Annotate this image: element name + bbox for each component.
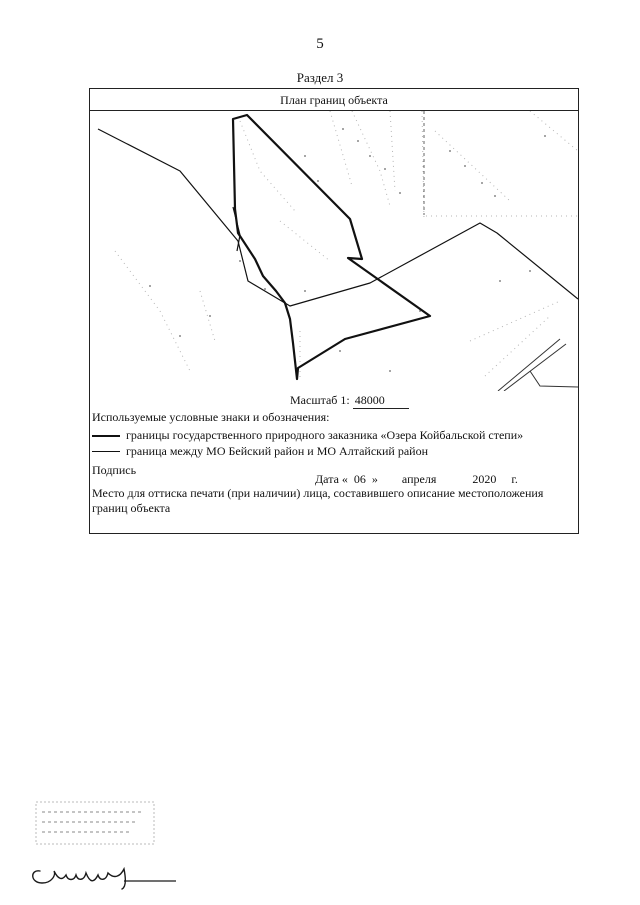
date-prefix: Дата « — [315, 472, 348, 486]
date-line — [315, 472, 518, 487]
map-scale — [290, 393, 409, 409]
date-day: 06 — [353, 472, 366, 486]
legend-label: границы государственного природного заказника «Озера Койбальской степи» — [126, 428, 524, 442]
date-close: » — [371, 472, 378, 486]
date-suffix: г. — [511, 472, 518, 486]
signature-label: Подпись — [92, 463, 137, 477]
date-year: 2020 — [472, 472, 497, 486]
thick-line-symbol — [92, 435, 120, 437]
stamp-place-text: Место для оттиска печати (при наличии) лица, составившего описание местоположения границ объекта — [92, 486, 544, 515]
scale-value: 48000 — [353, 393, 409, 409]
stamp-mark — [34, 800, 156, 846]
date-month: апреля — [401, 472, 437, 486]
thin-line-symbol — [92, 451, 120, 452]
handwritten-signature — [28, 853, 178, 893]
page-number: 5 — [316, 36, 324, 52]
scale-label: Масштаб 1: — [290, 393, 350, 407]
legend-item-district-boundary — [92, 444, 428, 459]
frame-title: План границ объекта — [280, 93, 388, 107]
legend-heading: Используемые условные знаки и обозначения: — [92, 410, 330, 424]
legend-item-reserve-boundary — [92, 428, 523, 443]
boundary-map — [90, 111, 578, 391]
section-title: Раздел 3 — [296, 70, 344, 85]
boundary-plan-frame — [89, 88, 579, 534]
legend-label: граница между МО Бейский район и МО Алтайский район — [126, 444, 429, 458]
